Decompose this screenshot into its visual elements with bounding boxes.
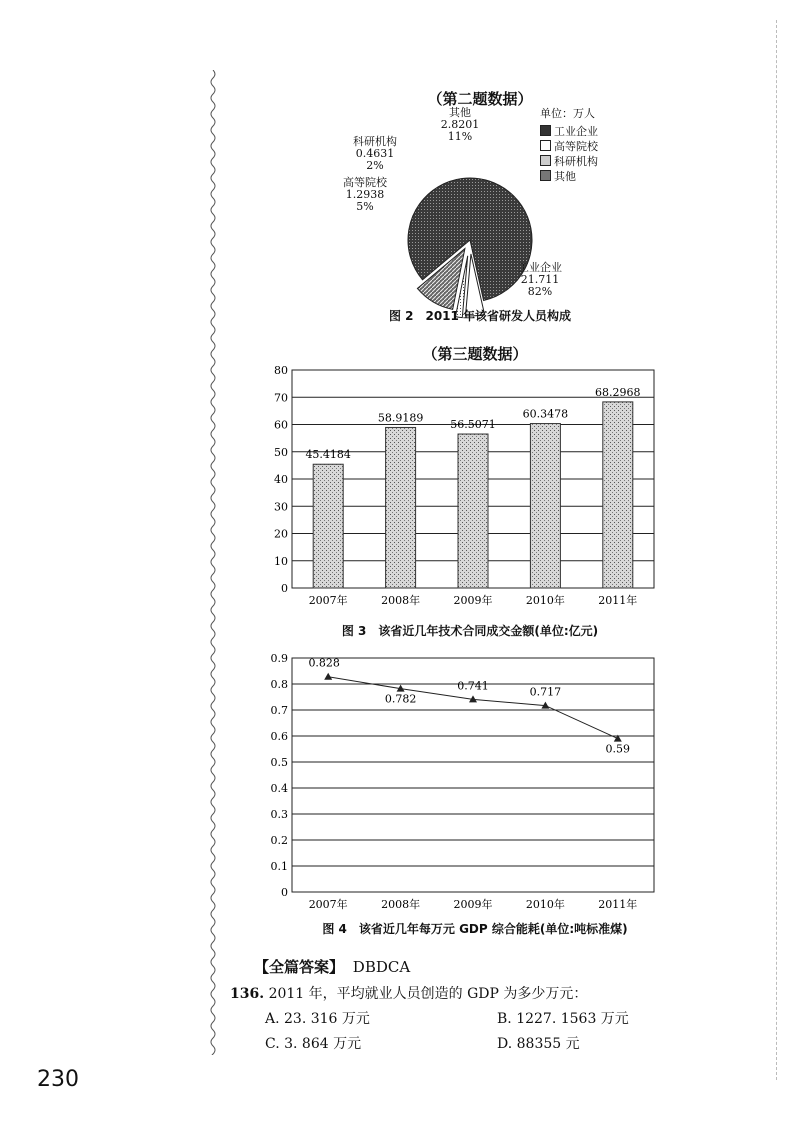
fig2-unit: 单位：万人	[540, 106, 595, 120]
point-marker	[324, 673, 332, 680]
pie-label-gongye: 工业企业 21.711 82%	[518, 261, 562, 298]
y-tick-label: 0.9	[270, 652, 288, 665]
point-value-label: 0.828	[308, 656, 340, 670]
x-tick-label: 2007年	[308, 898, 348, 911]
page-number: 230	[37, 1067, 79, 1092]
question-text: 2011 年，平均就业人员创造的 GDP 为多少万元：	[268, 986, 588, 1002]
bar	[530, 424, 560, 588]
pie-label-keyan: 科研机构 0.4631 2%	[353, 135, 397, 172]
bar-value-label: 58.9189	[377, 411, 424, 425]
bar	[386, 427, 416, 588]
point-value-label: 0.741	[457, 679, 489, 693]
fig2-caption: 图 2 2011 年该省研发人员构成	[388, 309, 572, 323]
bar	[458, 434, 488, 588]
swatch-icon	[540, 170, 551, 181]
bar-value-label: 68.2968	[595, 385, 641, 399]
x-tick-label: 2008年	[381, 898, 421, 911]
option-c: C. 3. 864 万元	[265, 1036, 362, 1052]
legend-item-gongye: 工业企业	[540, 123, 598, 138]
x-tick-label: 2011年	[598, 594, 638, 607]
bar-value-label: 60.3478	[522, 407, 569, 421]
fig4-line-chart	[262, 650, 672, 915]
question-stem	[230, 983, 587, 1003]
y-tick-label: 20	[274, 527, 288, 541]
legend-item-keyan: 科研机构	[540, 153, 598, 168]
y-tick-label: 0.8	[270, 678, 288, 691]
point-value-label: 0.782	[384, 692, 417, 706]
point-value-label: 0.59	[605, 742, 631, 756]
x-tick-label: 2009年	[453, 594, 493, 607]
y-tick-label: 50	[274, 445, 288, 459]
x-tick-label: 2008年	[381, 594, 421, 607]
y-tick-label: 0.3	[270, 808, 288, 821]
pie-label-gaodeng: 高等院校 1.2938 5%	[343, 176, 387, 213]
bar	[603, 402, 633, 588]
plot-frame	[292, 658, 654, 892]
y-tick-label: 40	[274, 473, 288, 486]
x-tick-label: 2009年	[453, 898, 493, 911]
margin-dotted-line	[776, 20, 777, 1080]
bar-value-label: 45.4184	[305, 448, 351, 462]
legend-item-gaodeng: 高等院校	[540, 138, 598, 153]
margin-wavy-line	[206, 70, 220, 1055]
option-b: B. 1227. 1563 万元	[497, 1011, 629, 1027]
y-tick-label: 0.1	[270, 860, 288, 873]
x-tick-label: 2011年	[598, 898, 638, 911]
x-tick-label: 2010年	[525, 898, 565, 911]
swatch-icon	[540, 125, 551, 136]
answers-line	[254, 956, 410, 977]
option-d: D. 88355 元	[497, 1036, 580, 1052]
y-tick-label: 0.5	[270, 756, 288, 769]
bar	[313, 464, 343, 588]
fig3-bar-chart	[262, 362, 672, 622]
y-tick-label: 30	[274, 500, 288, 514]
y-tick-label: 0.2	[270, 834, 288, 847]
y-tick-label: 0.6	[270, 730, 288, 743]
answers-value: DBDCA	[352, 958, 411, 976]
y-tick-label: 0.4	[270, 782, 288, 795]
y-tick-label: 60	[274, 418, 288, 432]
fig3-caption: 图 3 该省近几年技术合同成交金额(单位:亿元)	[341, 624, 599, 638]
x-tick-label: 2010年	[525, 594, 565, 607]
pie-label-qita: 其他 2.8201 11%	[440, 106, 480, 143]
option-a: A. 23. 316 万元	[265, 1011, 370, 1027]
fig4-caption: 图 4 该省近几年每万元 GDP 综合能耗(单位:吨标准煤)	[322, 922, 628, 936]
point-value-label: 0.717	[529, 685, 562, 699]
y-tick-label: 70	[274, 391, 288, 405]
fig2-section-title: （第二题数据）	[427, 90, 533, 108]
y-tick-label: 0	[281, 886, 288, 899]
bar-value-label: 56.5071	[450, 418, 496, 432]
fig2-legend	[540, 105, 598, 183]
y-tick-label: 0	[281, 582, 288, 595]
y-tick-label: 10	[274, 554, 288, 568]
swatch-icon	[540, 155, 551, 166]
fig3-section-title: （第三题数据）	[422, 345, 528, 363]
x-tick-label: 2007年	[308, 594, 348, 607]
swatch-icon	[540, 140, 551, 151]
legend-item-qita: 其他	[540, 168, 598, 183]
answers-label: 【全篇答案】	[254, 958, 345, 976]
y-tick-label: 80	[274, 364, 288, 377]
question-number: 136.	[230, 986, 265, 1002]
y-tick-label: 0.7	[270, 704, 288, 717]
